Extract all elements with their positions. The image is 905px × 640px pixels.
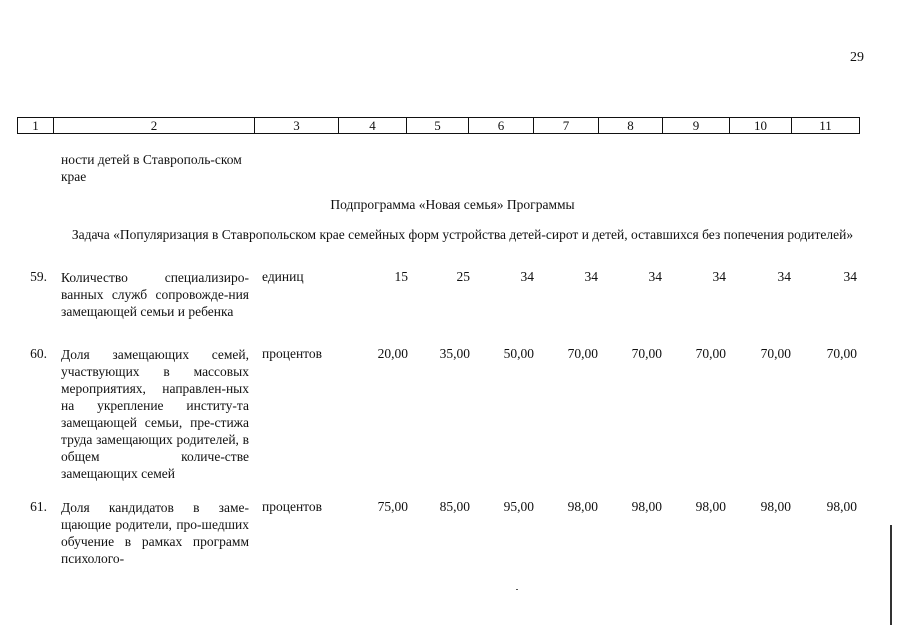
indicator-value: 70,00 xyxy=(631,346,662,361)
continued-indicator-text: ности детей в Ставрополь-ском крае xyxy=(61,152,242,184)
indicator-value: 95,00 xyxy=(503,499,534,514)
indicator-value: 34 xyxy=(843,269,857,284)
indicator-value: 25 xyxy=(456,269,470,284)
indicator-value: 34 xyxy=(520,269,534,284)
scan-edge-line xyxy=(890,525,892,625)
indicator-value: 50,00 xyxy=(503,346,534,361)
indicator-value: 34 xyxy=(584,269,598,284)
indicator-value: 75,00 xyxy=(377,499,408,514)
column-number: 8 xyxy=(599,118,663,134)
subprogram-title: Подпрограмма «Новая семья» Программы xyxy=(330,197,575,212)
column-number: 4 xyxy=(339,118,407,134)
indicator-name: Количество специализиро-ванных служб сопровожде-ния замещающей семьи и ребенка xyxy=(61,270,249,319)
indicator-value: 98,00 xyxy=(826,499,857,514)
indicator-name: Доля кандидатов в заме-щающие родители, про-шедших обучение в рамках программ психолого- xyxy=(61,500,249,566)
indicator-value: 98,00 xyxy=(760,499,791,514)
column-number: 2 xyxy=(54,118,255,134)
indicator-value: 98,00 xyxy=(631,499,662,514)
indicator-value: 20,00 xyxy=(377,346,408,361)
column-number: 10 xyxy=(730,118,792,134)
column-number: 11 xyxy=(792,118,860,134)
indicator-value: 70,00 xyxy=(826,346,857,361)
indicator-name: Доля замещающих семей, участвующих в массовых мероприятиях, направлен-ных на укрепление институ-та замещающей семьи, пре-стижа труда замещающих родителей, в общем количе-стве замещающих семей xyxy=(61,347,249,481)
indicator-value: 15 xyxy=(394,269,408,284)
row-number: 59. xyxy=(30,269,47,284)
column-number: 1 xyxy=(18,118,54,134)
column-number: 7 xyxy=(534,118,599,134)
indicator-value: 98,00 xyxy=(567,499,598,514)
indicator-value: 70,00 xyxy=(567,346,598,361)
column-number-header xyxy=(17,117,860,134)
row-number: 61. xyxy=(30,499,47,514)
indicator-value: 85,00 xyxy=(439,499,470,514)
page-number: 29 xyxy=(850,50,864,65)
unit-of-measure: процентов xyxy=(262,346,323,361)
column-number: 9 xyxy=(663,118,730,134)
indicator-value: 70,00 xyxy=(695,346,726,361)
task-title: Задача «Популяризация в Ставропольском крае семейных форм устройства детей-сирот и детей, оставшихся без попечения родителей» xyxy=(71,227,854,242)
row-number: 60. xyxy=(30,346,47,361)
unit-of-measure: единиц xyxy=(262,269,304,284)
scan-artifact-dot xyxy=(516,589,518,590)
column-number: 6 xyxy=(469,118,534,134)
unit-of-measure: процентов xyxy=(262,499,323,514)
column-number: 5 xyxy=(407,118,469,134)
column-number: 3 xyxy=(255,118,339,134)
indicator-value: 34 xyxy=(777,269,791,284)
indicator-value: 35,00 xyxy=(439,346,470,361)
indicator-value: 70,00 xyxy=(760,346,791,361)
indicator-value: 34 xyxy=(648,269,662,284)
indicator-value: 98,00 xyxy=(695,499,726,514)
indicator-value: 34 xyxy=(712,269,726,284)
